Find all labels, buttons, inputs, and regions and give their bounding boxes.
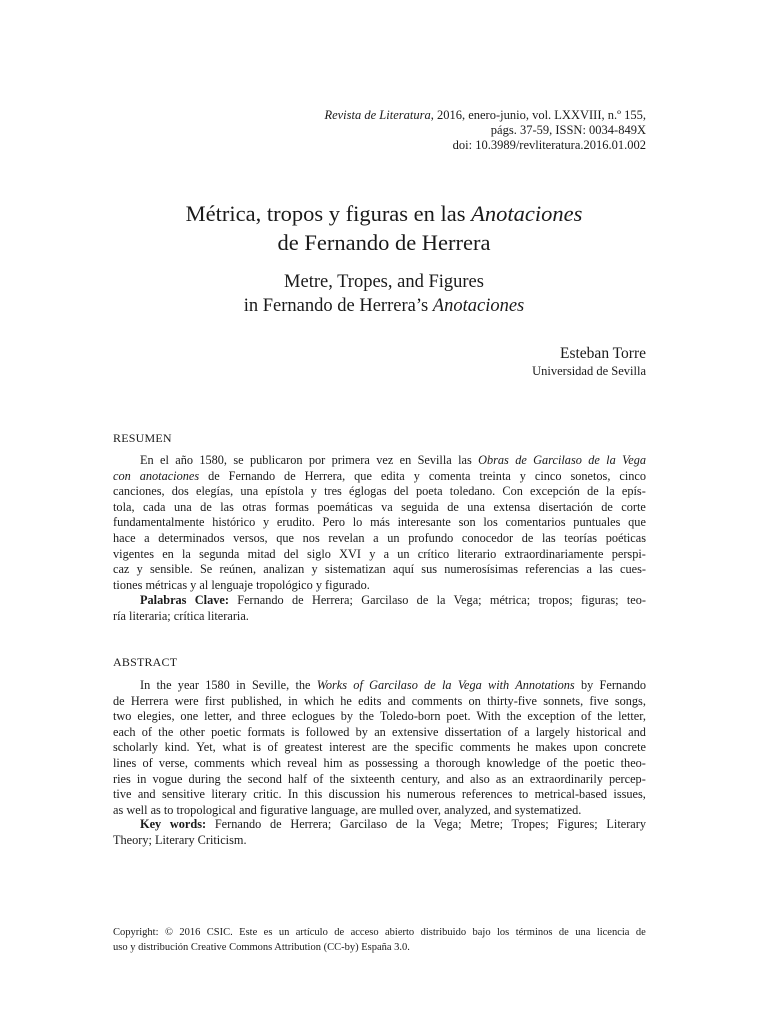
resumen-text: En el año 1580, se publicaron por primera vez en Sevilla las Obras de Garcilaso de la Vega con anotaciones de Fernando de Herrera, que edita y comenta treinta y cinco sonetos, cinco canciones, dos elegías, una epístola y tres églogas del poeta toledano. Con excepción de la epís- tola, cada una de las otras formas poemáticas va seguida de una extensa disertación de corte fundamentalmente histórico y erudito. Pero lo más interesante son los comentarios puntuales que hace a determinados versos, que nos revelan a un profundo conocedor de las teorías poéticas vigentes en la segunda mitad del siglo XVI y a un crítico literario extraordinariamente perspi- caz y sensible. Se reúnen, analizan y sistematizan aquí sus numerosísimas referencias a las cues- tiones métricas y al lenguaje tropológico y figurado. (113, 453, 646, 592)
spanish-title: Métrica, tropos y figuras en las Anotaciones de Fernando de Herrera (185, 201, 583, 255)
key-words-label: Key words: (140, 817, 207, 831)
key-words: Key words: Fernando de Herrera; Garcilaso de la Vega; Metre; Tropes; Figures; Literary Theory; Literary Criticism. (113, 817, 646, 847)
journal-name: Revista de Literatura (324, 108, 431, 122)
doi-line: doi: 10.3989/revliteratura.2016.01.002 (452, 138, 646, 152)
author-affiliation: Universidad de Sevilla (532, 364, 646, 378)
palabras-clave-label: Palabras Clave: (140, 593, 229, 607)
citation-line-2: págs. 37-59, ISSN: 0034-849X (490, 123, 646, 137)
english-title: Metre, Tropes, and Figures in Fernando de Herrera’s Anotaciones (243, 272, 525, 316)
author-block (532, 344, 646, 379)
resumen-heading: RESUMEN (113, 431, 172, 445)
abstract-heading: ABSTRACT (113, 655, 178, 669)
journal-citation (324, 108, 646, 153)
copyright-footer: Copyright: © 2016 CSIC. Este es un artículo de acceso abierto distribuido bajo los términos de una licencia de uso y distribución Creative Commons Attribution (CC-by) España 3.0. (113, 927, 646, 953)
palabras-clave: Palabras Clave: Fernando de Herrera; Garcilaso de la Vega; métrica; tropos; figuras; teo- ría literaria; crítica literaria. (113, 593, 646, 623)
author-name: Esteban Torre (560, 345, 646, 362)
abstract-text: In the year 1580 in Seville, the Works of Garcilaso de la Vega with Annotations by Fernando de Herrera were first published, in which he edits and comments on thirty-five sonnets, five songs, two elegies, one letter, and three eclogues by the Toledo-born poet. With the exception of the letter, each of the other poetic formats is followed by an extensive dissertation of a largely historical and scholarly kind. Yet, what is of greatest interest are the specific comments he makes upon concrete lines of verse, comments which reveal him as possessing a thorough knowledge of the poetic theo- ries in vogue during the second half of the sixteenth century, and also as an extraordinarily percep- tive and sensitive literary critic. In this discussion his numerous references to metrical-based issues, as well as to tropological and figurative language, are mulled over, analyzed, and systematized. (113, 678, 646, 817)
citation-line-1: Revista de Literatura, 2016, enero-junio, vol. LXXVIII, n.º 155, (324, 108, 646, 122)
